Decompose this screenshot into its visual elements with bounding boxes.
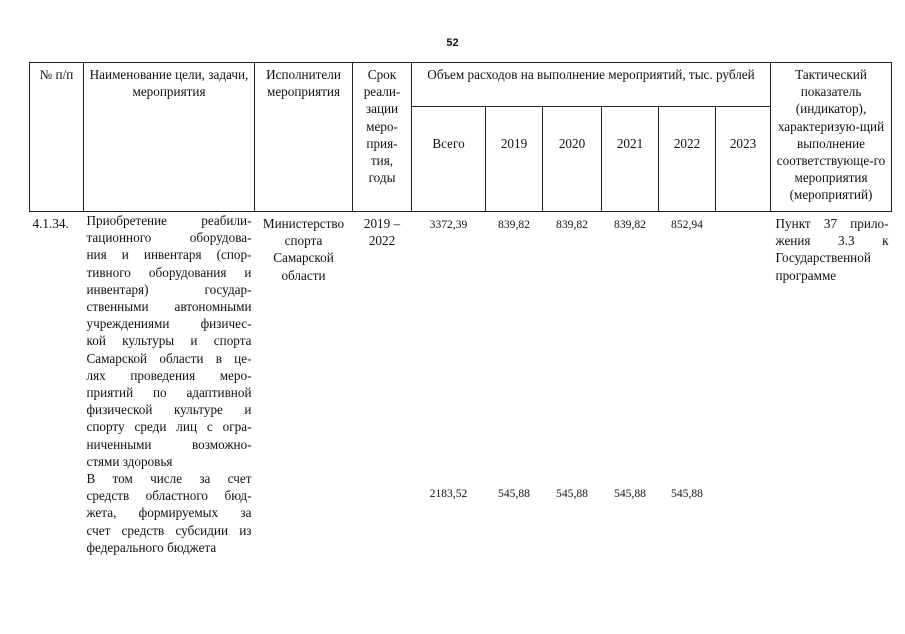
row-total: 2183,52 [429,487,468,501]
name-line: инвентаря) государ- [86,281,252,297]
row-2023 [716,470,771,556]
indicator-line: Государственной [775,250,871,266]
header-year-2022: 2022 [659,107,716,212]
row-id [30,470,84,556]
name-line: ния и инвентаря (спор- [86,247,252,263]
name-line: средств областного бюд- [86,488,252,504]
header-year-2020: 2020 [543,107,602,212]
header-term: Срок реали- зации меро- прия- тия, годы [353,63,412,212]
name-line: кой культуры и спорта [86,333,252,349]
name-line: федерального бюджета [86,539,217,555]
header-year-2023: 2023 [716,107,771,212]
indicator-line: Пункт 37 прило- [775,216,889,231]
row-2019: 839,82 [498,218,530,231]
header-num: № п/п [30,63,84,212]
row-term [353,470,412,556]
row-id: 4.1.34. [32,216,69,231]
row-2023 [716,212,771,471]
table-row [30,470,892,556]
row-term: 2019 – 2022 [363,216,401,249]
row-2020: 545,88 [556,487,588,501]
row-2019: 545,88 [498,487,530,501]
measures-table [29,62,892,556]
row-2021: 545,88 [614,487,646,501]
name-line: счет средств субсидии из [86,522,252,538]
row-name [84,212,255,471]
name-line: жета, формируемых за [86,505,252,521]
page-number: 52 [446,37,459,49]
header-year-2021: 2021 [602,107,659,212]
name-line: лях проведения меро- [86,367,252,383]
name-line: тационного оборудова- [86,230,252,246]
header-indicator: Тактический показатель (индикатор), характеризую-щий выполнение соответствующе-го мероприятия (мероприятий) [771,63,892,212]
name-line: ственными автономными [86,299,252,315]
header-expenses: Объем расходов на выполнение мероприятий, тыс. рублей [412,63,771,107]
indicator-line: жения 3.3 к [775,233,889,249]
row-indicator [771,212,892,471]
row-total: 3372,39 [429,218,468,231]
header-total: Всего [412,107,486,212]
row-indicator [771,470,892,556]
row-executor: Министерство спорта Самарской области [262,216,345,283]
row-2021: 839,82 [614,218,646,231]
name-line: физической культуре и [86,402,252,418]
name-line: Самарской области в це- [86,350,252,366]
header-year-2019: 2019 [486,107,543,212]
name-line: Приобретение реабили- [86,213,252,228]
row-2022: 545,88 [671,487,703,501]
name-line: ниченными возможно- [86,436,252,452]
name-line: учреждениями физичес- [86,316,252,332]
header-executor: Исполнители мероприятия [255,63,353,212]
indicator-line: программе [775,267,837,283]
name-line: приятий по адаптивной [86,385,252,401]
name-line: стями здоровья [86,453,173,469]
name-line: В том числе за счет [86,471,252,487]
row-executor [255,470,353,556]
name-line: тивного оборудования и [86,264,252,280]
name-line: спорту среди лиц с огра- [86,419,252,435]
table-row [30,212,892,471]
row-2020: 839,82 [556,218,588,231]
row-2022: 852,94 [671,218,703,231]
row-name [84,470,255,556]
header-name: Наименование цели, задачи, мероприятия [84,63,255,212]
